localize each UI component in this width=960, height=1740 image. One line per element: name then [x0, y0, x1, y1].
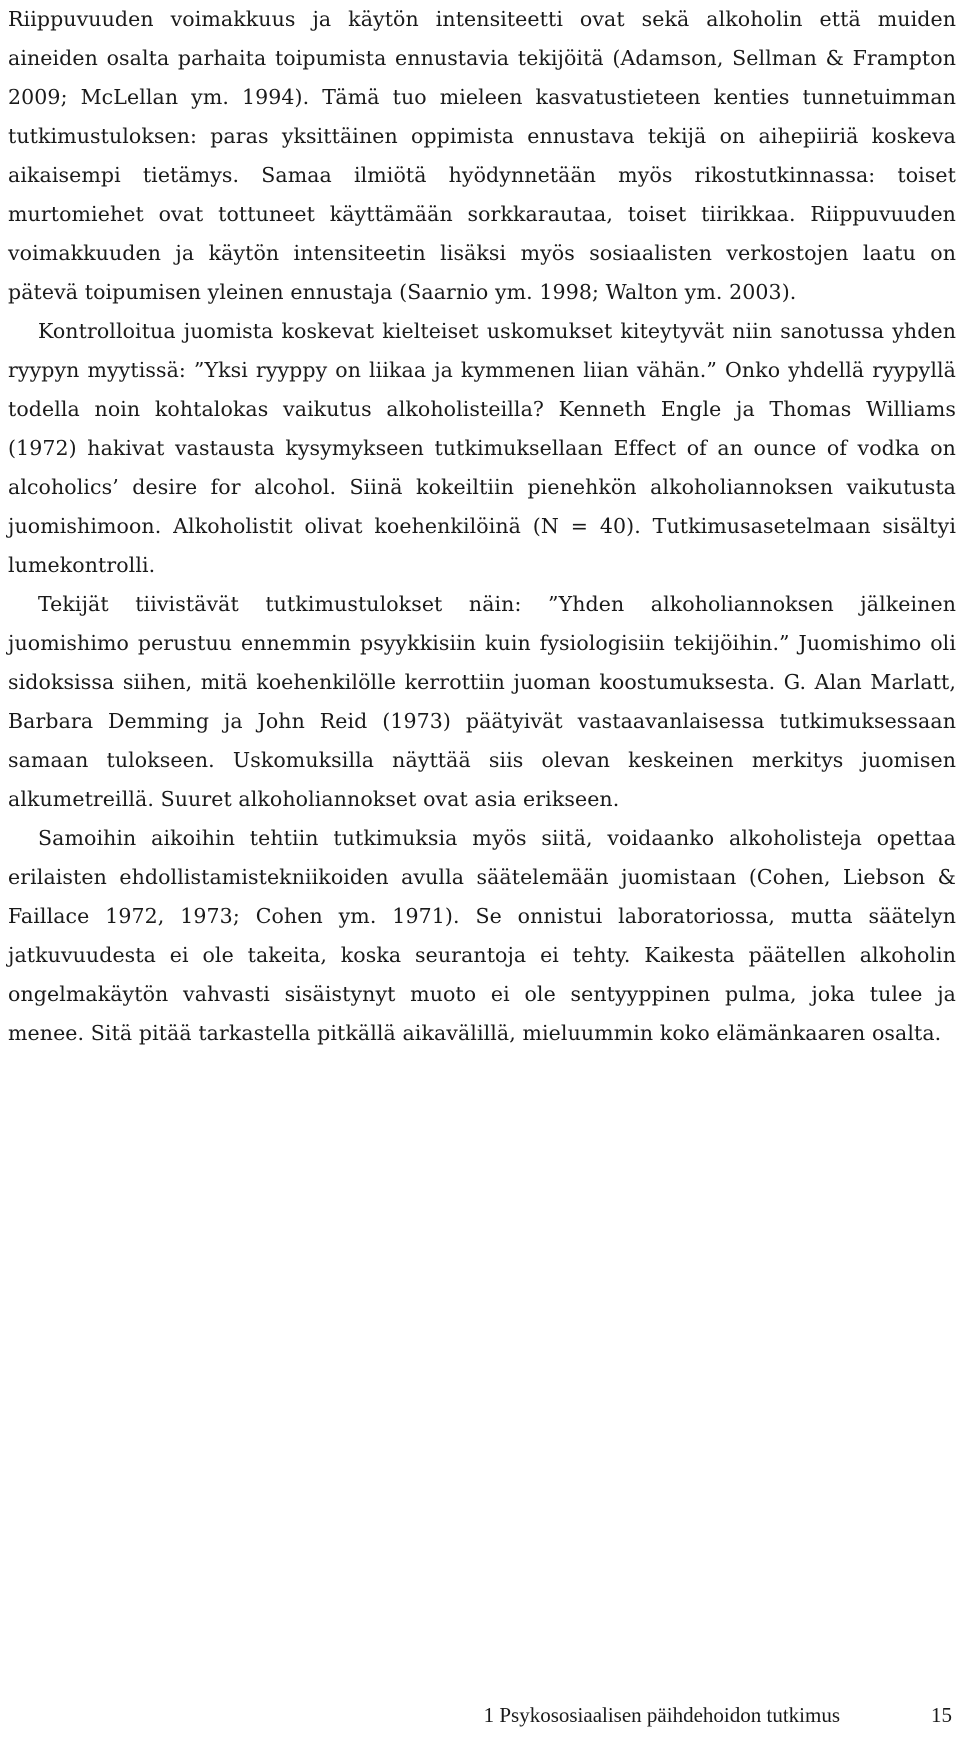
body-text: [8, 0, 956, 1053]
page-footer: [0, 1697, 960, 1733]
paragraph: Tekijät tiivistävät tutkimustulokset näin: ”Yhden alkoholiannoksen jälkeinen juomishimo perustuu ennemmin psyykkisiin kuin fysiologisiin tekijöihin.” Juomishimo oli sidoksissa siihen, mitä koehenkilölle kerrottiin juoman koostumuksesta. G. Alan Marlatt, Barbara Demming ja John Reid (1973) päätyivät vastaavanlaisessa tutkimuksessaan samaan tulokseen. Uskomuksilla näyttää siis olevan keskeinen merkitys juomisen alkumetreillä. Suuret alkoholiannokset ovat asia erikseen.: [8, 592, 956, 811]
page-number: 15: [931, 1703, 952, 1727]
paragraph: Samoihin aikoihin tehtiin tutkimuksia myös siitä, voidaanko alkoholisteja opettaa erilaisten ehdollistamistekniikoiden avulla säätelemään juomistaan (Cohen, Liebson & Faillace 1972, 1973; Cohen ym. 1971). Se onnistui laboratoriossa, mutta säätelyn jatkuvuudesta ei ole takeita, koska seurantoja ei tehty. Kaikesta päätellen alkoholin ongelmakäytön vahvasti sisäistynyt muoto ei ole sentyyppinen pulma, joka tulee ja menee. Sitä pitää tarkastella pitkällä aikavälillä, mieluummin koko elämänkaaren osalta.: [8, 826, 956, 1045]
paragraph: Kontrolloitua juomista koskevat kielteiset uskomukset kiteytyvät niin sanotussa yhden ryypyn myytissä: ”Yksi ryyppy on liikaa ja kymmenen liian vähän.” Onko yhdellä ryypyllä todella noin kohtalokas vaikutus alkoholisteilla? Kenneth Engle ja Thomas Williams (1972) hakivat vastausta kysymykseen tutkimuksellaan Effect of an ounce of vodka on alcoholics’ desire for alcohol. Siinä kokeiltiin pienehkön alkoholiannoksen vaikutusta juomishimoon. Alkoholistit olivat koehenkilöinä (N = 40). Tutkimusasetelmaan sisältyi lumekontrolli.: [8, 319, 956, 577]
running-title: 1 Psykososiaalisen päihdehoidon tutkimus: [483, 1703, 840, 1727]
paragraph: Riippuvuuden voimakkuus ja käytön intensiteetti ovat sekä alkoholin että muiden aineiden osalta parhaita toipumista ennustavia tekijöitä (Adamson, Sellman & Frampton 2009; McLellan ym. 1994). Tämä tuo mieleen kasvatustieteen kenties tunnetuimman tutkimustuloksen: paras yksittäinen oppimista ennustava tekijä on aihepiiriä koskeva aikaisempi tietämys. Samaa ilmiötä hyödynnetään myös rikostutkinnassa: toiset murtomiehet ovat tottuneet käyttämään sorkkarautaa, toiset tiirikkaa. Riippuvuuden voimakkuuden ja käytön intensiteetin lisäksi myös sosiaalisten verkostojen laatu on pätevä toipumisen yleinen ennustaja (Saarnio ym. 1998; Walton ym. 2003).: [8, 7, 956, 304]
